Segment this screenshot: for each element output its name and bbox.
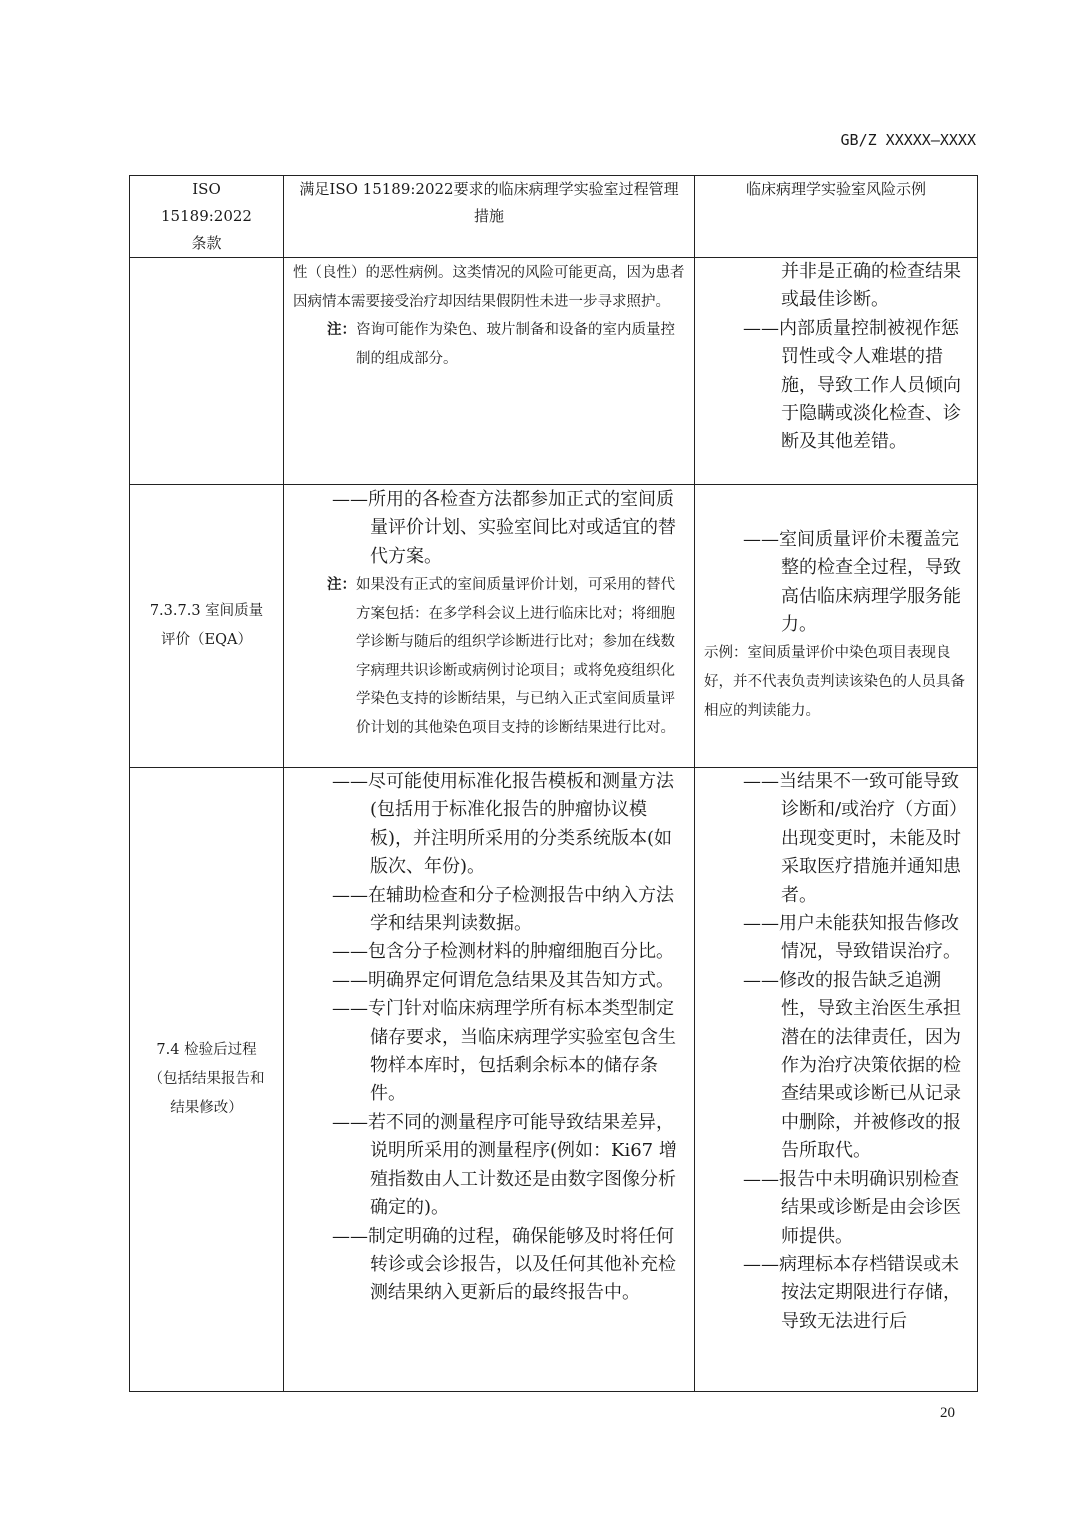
row2-risk-item: ——室间质量评价未覆盖完整的检查全过程，导致高估临床病理学服务能力。 (743, 528, 961, 635)
row1-risks (695, 258, 978, 485)
row1-clause (130, 258, 284, 485)
table-header-row (130, 176, 978, 258)
row3-clause: 7.4 检验后过程（包括结果报告和结果修改） (130, 768, 284, 1392)
column-header-risks: 临床病理学实验室风险示例 (695, 176, 978, 258)
column-header-measures: 满足ISO 15189:2022要求的临床病理学实验室过程管理措施 (284, 176, 695, 258)
row1-measures (284, 258, 695, 485)
row3-measure-item: ——明确界定何谓危急结果及其告知方式。 (332, 969, 674, 991)
row3-risk-item: ——报告中未明确识别检查结果或诊断是由会诊医师提供。 (743, 1168, 961, 1247)
row1-risk-item: ——内部质量控制被视作惩罚性或令人难堪的措施，导致工作人员倾向于隐瞒或淡化检查、诊断及其他差错。 (743, 317, 961, 453)
table-row (130, 258, 978, 485)
row2-measure-item: ——所用的各检查方法都参加正式的室间质量评价计划、实验室间比对或适宜的替代方案。 (332, 489, 676, 567)
page-number: 20 (940, 1405, 955, 1421)
row3-measure-item: ——尽可能使用标准化报告模板和测量方法(包括用于标准化报告的肿瘤协议模板)，并注明所采用的分类系统版本(如版次、年份)。 (332, 771, 674, 878)
row3-risk-item: ——病理标本存档错误或未按法定期限进行存储，导致无法进行后 (743, 1253, 961, 1332)
row3-risk-item: ——修改的报告缺乏追溯性，导致主治医生承担潜在的法律责任，因为作为治疗决策依据的检查结果或诊断已从记录中删除，并被修改的报告所取代。 (743, 969, 961, 1162)
table-row (130, 485, 978, 768)
row2-example: 示例：室间质量评价中染色项目表现良好，并不代表负责判读该染色的人员具备相应的判读能力。 (704, 645, 965, 720)
table-row (130, 768, 978, 1392)
row1-measures-text: 性（良性）的恶性病例。这类情况的风险可能更高，因为患者因病情本需要接受治疗却因结果假阴性未进一步寻求照护。 (293, 265, 685, 310)
row3-risk-item: ——当结果不一致可能导致诊断和/或治疗（方面）出现变更时，未能及时采取医疗措施并通知患者。 (743, 771, 968, 906)
row1-risk-item: 并非是正确的检查结果或最佳诊断。 (781, 261, 961, 311)
row2-clause: 7.3.7.3 室间质量评价（EQA） (130, 485, 284, 768)
row2-note: 注：如果没有正式的室间质量评价计划，可采用的替代方案包括：在多学科会议上进行临床比对；将细胞学诊断与随后的组织学诊断进行比对；参加在线数字病理共识诊断或病例讨论项目；或将免疫组织化学染色支持的诊断结果，与已纳入正式室间质量评价计划的其他染色项目支持的诊断结果进行比对。 (327, 576, 675, 736)
row1-note: 注：咨询可能作为染色、玻片制备和设备的室内质量控制的组成部分。 (327, 321, 675, 367)
row3-measure-item: ——专门针对临床病理学所有标本类型制定储存要求，当临床病理学实验室包含生物样本库时，包括剩余标本的储存条件。 (332, 998, 676, 1105)
row2-risks (695, 485, 978, 768)
document-code: GB/Z XXXXX—XXXX (840, 131, 976, 149)
row2-measures (284, 485, 695, 768)
row3-measure-item: ——若不同的测量程序可能导致结果差异，说明所采用的测量程序(例如：Ki67 增殖指数由人工计数还是由数字图像分析确定的)。 (332, 1111, 677, 1219)
row3-risks (695, 768, 978, 1392)
column-header-clause: ISO 15189:2022条款 (130, 176, 284, 258)
row3-measure-item: ——制定明确的过程，确保能够及时将任何转诊或会诊报告，以及任何其他补充检测结果纳入更新后的最终报告中。 (332, 1225, 676, 1304)
row3-risk-item: ——用户未能获知报告修改情况，导致错误治疗。 (743, 913, 961, 963)
row3-measure-item: ——在辅助检查和分子检测报告中纳入方法学和结果判读数据。 (332, 884, 674, 935)
row3-measure-item: ——包含分子检测材料的肿瘤细胞百分比。 (332, 941, 674, 963)
standard-table (129, 175, 978, 1392)
row3-measures (284, 768, 695, 1392)
